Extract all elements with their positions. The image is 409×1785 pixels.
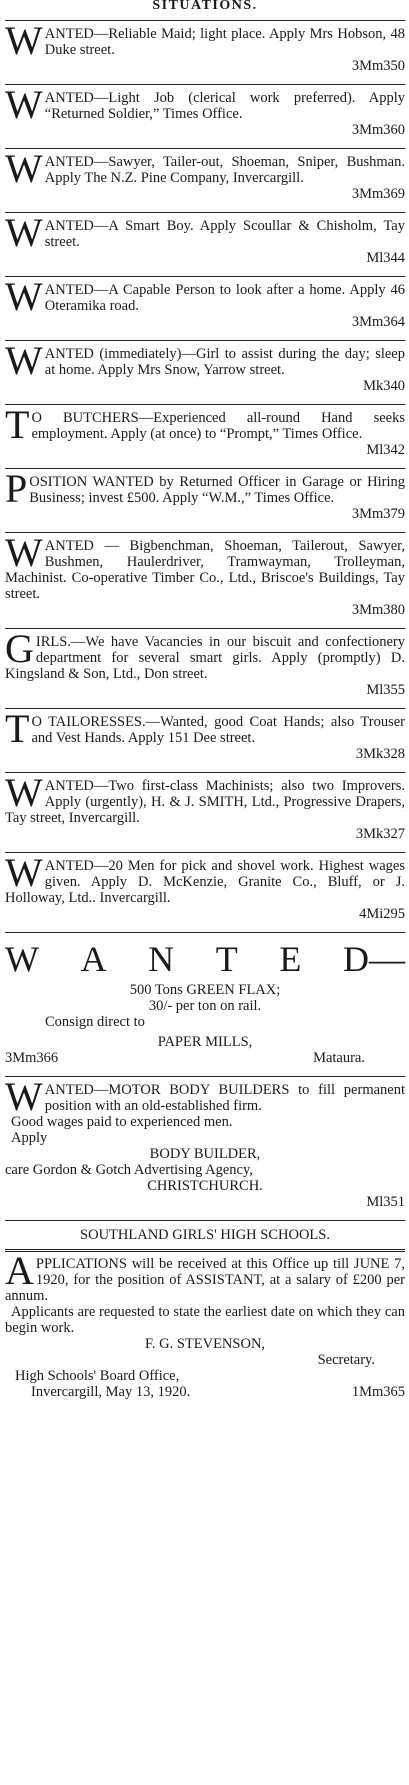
ad-text-block <box>5 402 405 447</box>
classified-ad <box>5 84 405 138</box>
ad-drop-cap: W <box>5 18 43 63</box>
school-text-block <box>5 1248 405 1304</box>
classified-ad <box>5 20 405 74</box>
ad-drop-cap: W <box>5 770 43 815</box>
ad-reference: 3Mk328 <box>355 746 405 762</box>
classified-ad <box>5 532 405 618</box>
ad-text-block <box>5 770 405 826</box>
ad-text-block <box>5 530 405 602</box>
flax-headline <box>5 939 405 979</box>
ad-text: OSITION WANTED by Returned Officer in Garage or Hiring Business; invest £500. Apply “W.M.,” Times Office. <box>29 474 405 506</box>
school-drop-cap: A <box>5 1248 34 1293</box>
school-date-row <box>5 1384 405 1400</box>
ad-drop-cap: W <box>5 530 43 575</box>
ad-text-block <box>5 850 405 906</box>
flax-line1: 500 Tons GREEN FLAX; <box>129 982 281 998</box>
ad-text-block <box>5 626 405 682</box>
ad-reference: 3Mm364 <box>351 314 405 330</box>
flax-ref: 3Mm366 <box>5 1050 59 1066</box>
ad-text: O TAILORESSES.—Wanted, good Coat Hands; also Trouser and Vest Hands. Apply 151 Dee street. <box>31 714 405 746</box>
ad-text: ANTED—Two first-class Machinists; also two Improvers. Apply (urgently), H. & J. SMITH, Ltd., Progressive Drapers, Tay street, Invercargill. <box>5 778 405 826</box>
ad-text-block <box>5 18 405 63</box>
motor-line3: Apply <box>11 1130 48 1146</box>
ad-reference: 3Mm379 <box>351 506 405 522</box>
ad-reference: 3Mm369 <box>351 186 405 202</box>
ad-text: ANTED—20 Men for pick and shovel work. Highest wages given. Apply D. McKenzie, Granite Co., Bluff, or J. Holloway, Ltd.. Invercargill. <box>5 858 405 906</box>
flax-footer-row <box>5 1050 405 1066</box>
ad-drop-cap: W <box>5 82 43 127</box>
ad-text-block <box>5 210 405 255</box>
motor-ad <box>5 1076 405 1210</box>
ad-reference: 3Mm380 <box>351 602 405 618</box>
ad-drop-cap: W <box>5 146 43 191</box>
flax-headline-letter: N <box>148 939 175 979</box>
flax-headline-letter: T <box>215 939 238 979</box>
ad-text-block <box>5 82 405 127</box>
classified-ad <box>5 148 405 202</box>
ad-drop-cap: P <box>5 466 28 511</box>
classified-ad <box>5 772 405 842</box>
flax-headline-letter: W <box>5 939 39 979</box>
ad-text: IRLS.—We have Vacancies in our biscuit and confectionery department for several smart girls. Apply (promptly) D. Kingsland & Son, Ltd., Don street. <box>5 634 405 682</box>
ad-text: ANTED (immediately)—Girl to assist during the day; sleep at home. Apply Mrs Snow, Yarrow street. <box>44 346 405 378</box>
ad-text: ANTED—A Smart Boy. Apply Scoullar & Chisholm, Tay street. <box>44 218 405 250</box>
section-heading: SITUATIONS. <box>152 0 258 13</box>
ads-list <box>5 20 405 922</box>
flax-ad <box>5 932 405 1066</box>
ad-text: ANTED—A Capable Person to look after a home. Apply 46 Oteramika road. <box>44 282 405 314</box>
ad-drop-cap: T <box>5 706 30 751</box>
classified-ad <box>5 340 405 394</box>
ad-reference: 3Mm350 <box>351 58 405 74</box>
ad-text-block <box>5 466 405 511</box>
classified-ad <box>5 212 405 266</box>
ad-drop-cap: G <box>5 626 34 671</box>
ad-text: ANTED — Bigbenchman, Shoeman, Tailerout, Sawyer, Bushmen, Haulerdriver, Tramwayman, Trolleyman, Machinist. Co-operative Timber Co., Ltd., Briscoe's Buildings, Tay street. <box>5 538 405 602</box>
flax-headline-letter: D— <box>342 939 405 979</box>
school-signature: F. G. STEVENSON, <box>144 1336 266 1352</box>
ad-text-block <box>5 146 405 191</box>
ad-text: ANTED—Reliable Maid; light place. Apply Mrs Hobson, 48 Duke street. <box>44 26 405 58</box>
classified-ad <box>5 468 405 522</box>
ad-reference: 4Mi295 <box>359 906 405 922</box>
ad-reference: Ml344 <box>366 250 405 266</box>
ad-drop-cap: W <box>5 274 43 319</box>
ad-text: O BUTCHERS—Experienced all-round Hand seeks employment. Apply (at once) to “Prompt,” Times Office. <box>31 410 405 442</box>
motor-drop-cap: W <box>5 1074 43 1119</box>
classified-ad <box>5 404 405 458</box>
school-para2: Applicants are requested to state the earliest date on which they can begin work. <box>5 1304 405 1336</box>
flax-headline-letter: A <box>80 939 107 979</box>
flax-line2: 30/- per ton on rail. <box>148 998 262 1014</box>
flax-line3: Consign direct to <box>45 1014 145 1030</box>
ad-text-block <box>5 338 405 383</box>
ad-reference: 3Mk327 <box>355 826 405 842</box>
motor-text: ANTED—MOTOR BODY BUILDERS to fill permanent position with an old-established firm. <box>44 1082 405 1114</box>
classified-ad <box>5 628 405 698</box>
ad-reference: Ml342 <box>366 442 405 458</box>
school-ref: 1Mm365 <box>351 1384 405 1400</box>
ad-text-block <box>5 706 405 751</box>
school-office: High Schools' Board Office, <box>15 1368 180 1384</box>
motor-line5: care Gordon & Gotch Advertising Agency, <box>5 1162 253 1178</box>
ad-drop-cap: T <box>5 402 30 447</box>
ad-drop-cap: W <box>5 850 43 895</box>
school-text: PPLICATIONS will be received at this Office up till JUNE 7, 1920, for the position of ASSISTANT, at a salary of £200 per annum. <box>5 1256 405 1304</box>
ad-drop-cap: W <box>5 210 43 255</box>
school-date: Invercargill, May 13, 1920. <box>31 1384 191 1400</box>
classified-ad <box>5 708 405 762</box>
flax-headline-letter: E <box>279 939 302 979</box>
ad-text: ANTED—Sawyer, Tailer-out, Shoeman, Sniper, Bushman. Apply The N.Z. Pine Company, Invercargill. <box>44 154 405 186</box>
school-ad <box>5 1248 405 1400</box>
ad-text: ANTED—Light Job (clerical work preferred). Apply “Returned Soldier,” Times Office. <box>44 90 405 122</box>
motor-line6: CHRISTCHURCH. <box>147 1178 263 1194</box>
ad-text-block <box>5 274 405 319</box>
ad-drop-cap: W <box>5 338 43 383</box>
school-signature-title: Secretary. <box>317 1352 375 1368</box>
flax-line4: PAPER MILLS, <box>157 1034 253 1050</box>
motor-text-block <box>5 1074 405 1119</box>
ad-reference: Mk340 <box>363 378 405 394</box>
school-heading: SOUTHLAND GIRLS' HIGH SCHOOLS. <box>5 1220 405 1243</box>
motor-line2: Good wages paid to experienced men. <box>11 1114 233 1130</box>
ad-reference: 3Mm360 <box>351 122 405 138</box>
ad-reference: Ml355 <box>366 682 405 698</box>
classified-ad <box>5 852 405 922</box>
motor-line4: BODY BUILDER, <box>149 1146 261 1162</box>
classified-ad <box>5 276 405 330</box>
motor-ref: Ml351 <box>366 1194 405 1210</box>
flax-place: Mataura. <box>313 1050 365 1066</box>
